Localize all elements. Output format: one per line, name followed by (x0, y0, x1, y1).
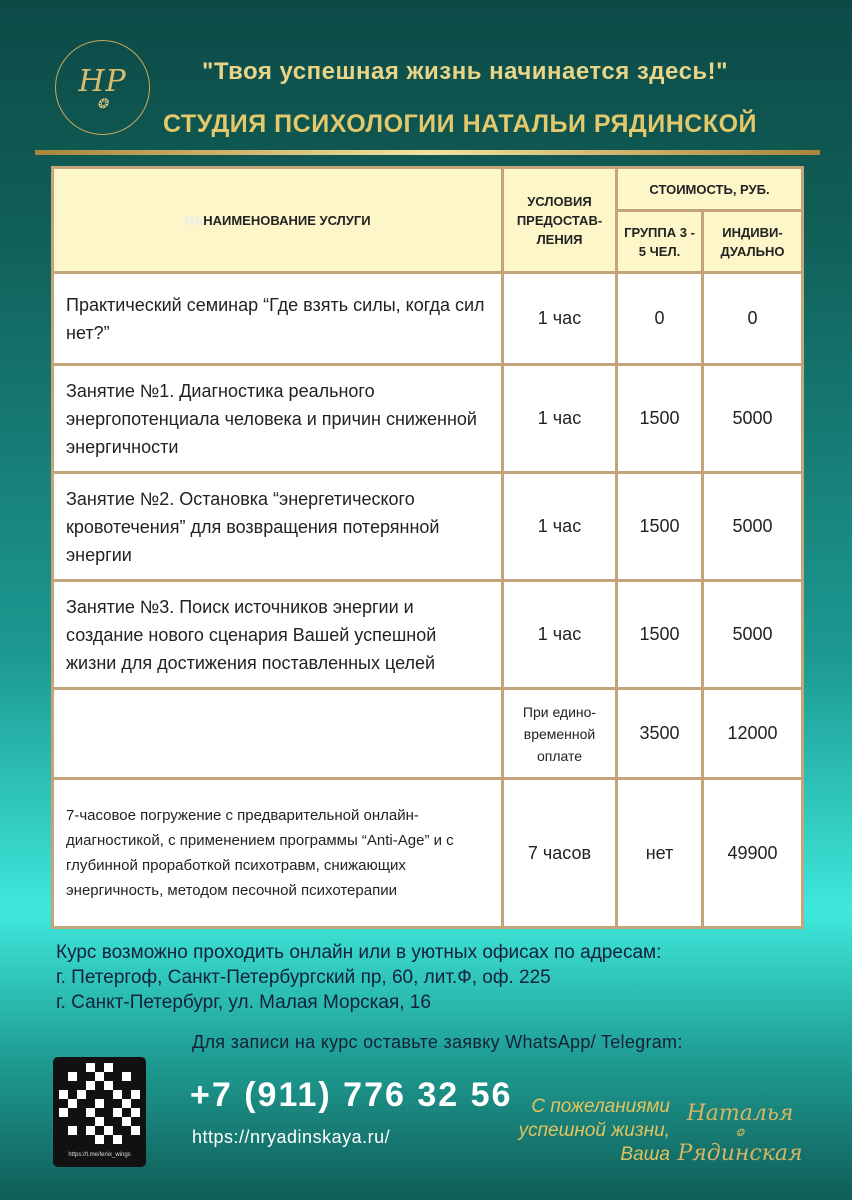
table-row (53, 779, 803, 928)
service-conditions: 1 час (503, 581, 617, 689)
table-row (53, 689, 803, 779)
price-table (51, 166, 804, 929)
price-group: 1500 (617, 365, 703, 473)
price-group: 1500 (617, 473, 703, 581)
header-cost: СТОИМОСТЬ, РУБ. (617, 168, 803, 211)
table-row (53, 581, 803, 689)
price-group: нет (617, 779, 703, 928)
service-conditions: 1 час (503, 273, 617, 365)
header-service-name (53, 168, 503, 273)
header-individual: ИНДИВИ-ДУАЛЬНО (703, 211, 803, 273)
service-conditions: При едино-временной оплате (503, 689, 617, 779)
qr-code-icon (59, 1063, 140, 1144)
table-row (53, 273, 803, 365)
price-group: 1500 (617, 581, 703, 689)
phone-number[interactable]: +7 (911) 776 32 56 (190, 1076, 513, 1114)
slogan: "Твоя успешная жизнь начинается здесь!" (201, 58, 729, 85)
signup-text: Для записи на курс оставьте заявку WhatsApp/ Telegram: (192, 1032, 683, 1052)
signature-emblem-icon: ❂ (735, 1128, 745, 1139)
service-name: Занятие №3. Поиск источников энергии и создание нового сценария Вашей успешной жизни для достижения поставленных целей (53, 581, 503, 689)
table-row (53, 473, 803, 581)
logo-monogram: НР (78, 63, 127, 99)
price-group: 0 (617, 273, 703, 365)
service-name (53, 689, 503, 779)
service-conditions: 1 час (503, 473, 617, 581)
service-name: Занятие №1. Диагностика реального энергопотенциала человека и причин сниженной энергичности (53, 365, 503, 473)
service-conditions: 1 час (503, 365, 617, 473)
service-name: 7-часовое погружение с предварительной онлайн-диагностикой, с применением программы “Anti-Age” и с глубинной проработкой психотравм, снижающих энергичность, методом песочной психотерапии (53, 779, 503, 928)
price-individual: 5000 (703, 581, 803, 689)
studio-title: СТУДИЯ ПСИХОЛОГИИ НАТАЛЬИ РЯДИНСКОЙ (163, 110, 757, 138)
table-row (53, 365, 803, 473)
price-individual: 5000 (703, 473, 803, 581)
price-individual: 0 (703, 273, 803, 365)
price-individual: 5000 (703, 365, 803, 473)
price-individual: 12000 (703, 689, 803, 779)
address-intro: Курс возможно проходить онлайн или в уютных офисах по адресам: (56, 942, 662, 963)
studio-logo (55, 40, 150, 135)
address-line-2: г. Санкт-Петербург, ул. Малая Морская, 16 (56, 992, 431, 1013)
wishes-line-3: Ваша (620, 1144, 670, 1165)
price-group: 3500 (617, 689, 703, 779)
website-link[interactable]: https://nryadinskaya.ru/ (192, 1127, 391, 1147)
signature-last-name: Рядинская (677, 1141, 803, 1166)
price-individual: 49900 (703, 779, 803, 928)
wishes-line-1: С пожеланиями (531, 1096, 670, 1117)
signature-first-name: Наталья (686, 1101, 794, 1126)
wishes-text (500, 1095, 670, 1167)
header-group: ГРУППА 3 - 5 ЧЕЛ. (617, 211, 703, 273)
header-name-text: НАИМЕНОВАНИЕ УСЛУГИ (203, 212, 371, 228)
address-line-1: г. Петергоф, Санкт-Петербургский пр, 60, лит.Ф, оф. 225 (56, 967, 551, 988)
header-name-prefix: НА (184, 212, 204, 228)
qr-caption: https://t.me/lenix_wings (68, 1152, 131, 1158)
wishes-line-2: успешной жизни, (518, 1120, 670, 1141)
qr-code[interactable] (53, 1057, 146, 1167)
service-name: Практический семинар “Где взять силы, когда сил нет?” (53, 273, 503, 365)
address-block (56, 940, 661, 1015)
logo-emblem-icon: ❂ (97, 96, 108, 112)
header-conditions: УСЛОВИЯ ПРЕДОСТАВ-ЛЕНИЯ (503, 168, 617, 273)
gold-divider (35, 150, 820, 155)
service-conditions: 7 часов (503, 779, 617, 928)
signature (675, 1098, 805, 1170)
service-name: Занятие №2. Остановка “энергетического кровотечения” для возвращения потерянной энергии (53, 473, 503, 581)
